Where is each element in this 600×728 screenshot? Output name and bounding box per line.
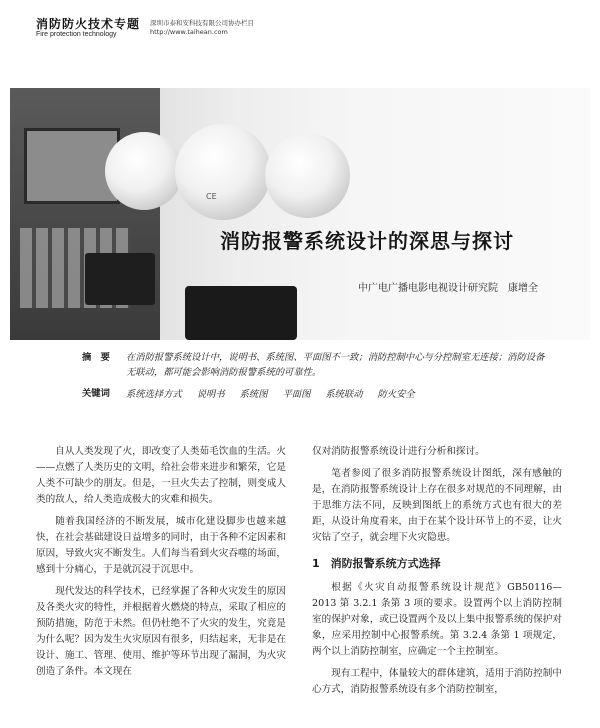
- journal-brand: [36, 18, 140, 39]
- paragraph: 自从人类发现了火，即改变了人类茹毛饮血的生活。火——点燃了人类历史的文明，给社会带来进步和繁荣，它是人类不可缺少的朋友。但是，一旦火失去了控制，则变成人类的敌人，给人类造成极大的灾难和损失。: [36, 446, 286, 505]
- keyword: 防火安全: [377, 389, 415, 400]
- smoke-detector-icon: [105, 132, 183, 210]
- ce-mark: CE: [206, 192, 217, 201]
- abstract-label-text: 摘 要: [82, 352, 110, 363]
- keyword: 系统选择方式: [126, 389, 182, 400]
- journal-name-en: Fire protection technology: [36, 31, 117, 38]
- keyword: 平面图: [282, 389, 311, 400]
- paragraph: 现代发达的科学技术，已经掌握了各种火灾发生的原因及各类火灾的特性，并根据着火燃烧的特点，采取了相应的预防措施，防范于未然。但仍杜绝不了火灾的发生，究竟是为什么呢？因为发生火灾原因有很多，归结起来，无非是在设计、施工、管理、使用、维护等环节出现了漏洞，为火灾创造了条件。本文现在: [36, 586, 286, 677]
- journal-name: 消防防火技术专题: [36, 17, 141, 31]
- abstract-label: [82, 350, 126, 365]
- publisher-url: http://www.taihean.com: [150, 28, 228, 36]
- abstract-text: 在消防报警系统设计中，说明书、系统图、平面图不一致；消防控制中心与分控制室无连接；消防设备无联动，都可能会影响消防报警系统的可靠性。: [126, 352, 545, 378]
- publisher-info: [150, 19, 254, 37]
- header-photo: [10, 88, 590, 340]
- smoke-detector-icon: [265, 133, 350, 218]
- keyword: 说明书: [196, 389, 225, 400]
- module-box: [85, 253, 155, 305]
- article-author: 中广电广播电影电视设计研究院 康增全: [358, 283, 538, 294]
- article-title: 消防报警系统设计的深思与探讨: [220, 229, 514, 253]
- paragraph: 笔者参阅了很多消防报警系统设计图纸，深有感触的是，在消防报警系统设计上存在很多对规范的不同理解，由于思维方法不同，反映到图纸上的系统方式也有很大的差距，从设计角度看来，由于在某个设计环节上的不妥，让火灾钻了空子，就会埋下火灾隐患。: [312, 468, 562, 543]
- body-column-right: [312, 444, 562, 704]
- smoke-detector-icon: [175, 124, 271, 220]
- section-heading: 1 消防报警系统方式选择: [312, 557, 441, 570]
- keyword-list: [126, 386, 427, 400]
- module-box: [185, 286, 297, 340]
- keyword: 系统联动: [325, 389, 363, 400]
- keywords-label-text: 关键词: [82, 388, 110, 399]
- paragraph: 随着我国经济的不断发展，城市化建设脚步也越来越快，在社会基础建设日益增多的同时，由于各种不定因素和原因，导致火灾不断发生。人们每当看到火灾吞噬的场面，感到十分痛心，于是就沉浸于沉思中。: [36, 516, 286, 575]
- paragraph: 现有工程中，体量较大的群体建筑，适用于消防控制中心方式，消防报警系统设有多个消防控制室，: [312, 668, 562, 695]
- keyword: 系统图: [239, 389, 268, 400]
- keywords-label: [82, 386, 126, 401]
- paragraph: 仅对消防报警系统设计进行分析和探讨。: [312, 446, 485, 457]
- paragraph: 根据《火灾自动报警系统设计规范》GB50116—2013 第 3.2.1 条第 3 项的要求。设置两个以上消防控制室的保护对象，或已设置两个及以上集中报警系统的保护对象，应采用控制中心报警系统。第 3.2.4 条第 1 项规定，两个以上消防控制室，应确定一个主控制室。: [312, 582, 562, 657]
- body-column-left: [36, 444, 286, 686]
- publisher-line: 深圳市泰和安科技有限公司协办栏目: [150, 19, 254, 27]
